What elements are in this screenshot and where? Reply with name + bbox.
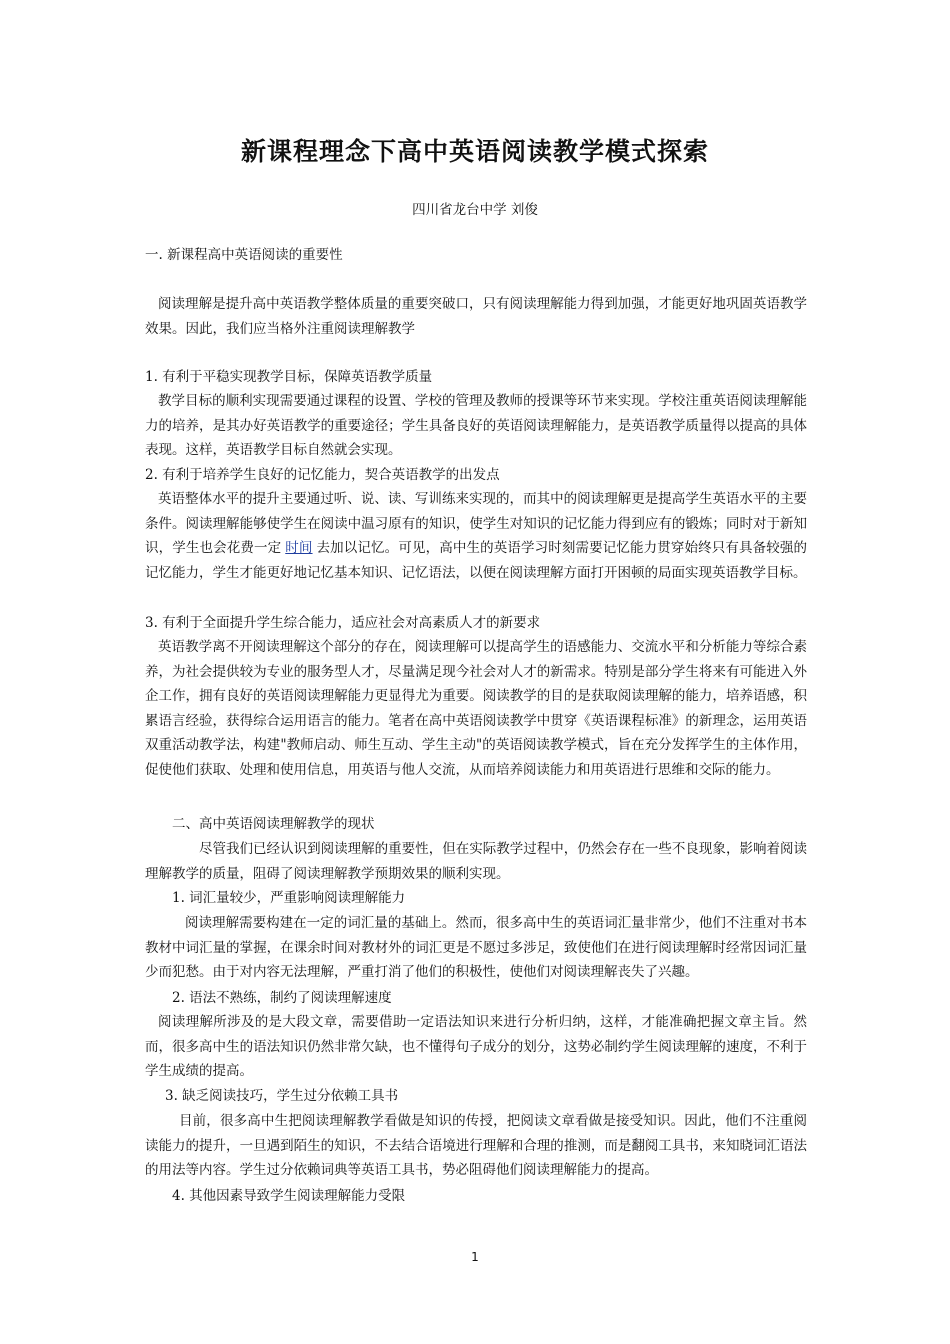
- point-3-heading: 3. 有利于全面提升学生综合能力，适应社会对高素质人才的新要求: [145, 615, 541, 631]
- time-link[interactable]: 时间: [285, 540, 313, 557]
- point-1-heading: 1. 有利于平稳实现教学目标，保障英语教学质量: [145, 369, 433, 385]
- point-3-body: 英语教学离不开阅读理解这个部分的存在，阅读理解可以提高学生的语感能力、交流水平和分析能力等综合素养，为社会提供较为专业的服务型人才，尽量满足现今社会对人才的新需求。特别是部分学生将来有可能进入外企工作，拥有良好的英语阅读理解能力更显得尤为重要。阅读教学的目的是获取阅读理解的能力，培养语感，积累语言经验，获得综合运用语言的能力。笔者在高中英语阅读教学中贯穿《英语课程标准》的新理念，运用英语双重活动教学法，构建"教师启动、师生互动、学生主动"的英语阅读教学模式，旨在充分发挥学生的主体作用，促使他们获取、处理和使用信息，用英语与他人交流，从而培养阅读能力和用英语进行思维和交际的能力。: [145, 639, 807, 778]
- intro-paragraph: 阅读理解是提升高中英语教学整体质量的重要突破口，只有阅读理解能力得到加强，才能更好地巩固英语教学效果。因此，我们应当格外注重阅读理解教学: [145, 296, 807, 337]
- point-2-body: [145, 487, 807, 585]
- issue-4-heading: 4. 其他因素导致学生阅读理解能力受限: [172, 1188, 406, 1204]
- issue-1-heading: 1. 词汇量较少，严重影响阅读理解能力: [172, 890, 406, 906]
- issue-2-body: 阅读理解所涉及的是大段文章，需要借助一定语法知识来进行分析归纳，这样，才能准确把握文章主旨。然而，很多高中生的语法知识仍然非常欠缺，也不懂得句子成分的划分，这势必制约学生阅读理解的速度，不利于学生成绩的提高。: [145, 1014, 807, 1080]
- page-number: 1: [471, 1250, 479, 1264]
- issue-3-body: 目前，很多高中生把阅读理解教学看做是知识的传授，把阅读文章看做是接受知识。因此，他们不注重阅读能力的提升，一旦遇到陌生的知识，不去结合语境进行理解和合理的推测，而是翻阅工具书，来知晓词汇语法的用法等内容。学生过分依赖词典等英语工具书，势必阻碍他们阅读理解能力的提高。: [145, 1113, 807, 1179]
- issue-1-body: 阅读理解需要构建在一定的词汇量的基础上。然而，很多高中生的英语词汇量非常少，他们不注重对书本教材中词汇量的掌握，在课余时间对教材外的词汇更是不愿过多涉足，致使他们在进行阅读理解时经常因词汇量少而犯愁。由于对内容无法理解，严重打消了他们的积极性，使他们对阅读理解丧失了兴趣。: [145, 915, 807, 981]
- section-2-heading: 二、高中英语阅读理解教学的现状: [172, 816, 375, 832]
- point-1-body: 教学目标的顺利实现需要通过课程的设置、学校的管理及教师的授课等环节来实现。学校注重英语阅读理解能力的培养，是其办好英语教学的重要途径；学生具备良好的英语阅读理解能力，是英语教学质量得以提高的具体表现。这样，英语教学目标自然就会实现。: [145, 393, 807, 459]
- point-2-heading: 2. 有利于培养学生良好的记忆能力，契合英语教学的出发点: [145, 467, 500, 483]
- section-1-heading: 一. 新课程高中英语阅读的重要性: [145, 247, 343, 263]
- author-line: 四川省龙台中学 刘俊: [412, 202, 538, 218]
- section-2-intro: 尽管我们已经认识到阅读理解的重要性，但在实际教学过程中，仍然会存在一些不良现象，影响着阅读理解教学的质量，阻碍了阅读理解教学预期效果的顺利实现。: [145, 841, 807, 882]
- issue-3-heading: 3. 缺乏阅读技巧，学生过分依赖工具书: [165, 1088, 399, 1104]
- document-title: 新课程理念下高中英语阅读教学模式探索: [240, 137, 709, 166]
- point-2-body-part-b: 去加以记忆。可见，高中生的英语学习时刻需要记忆能力贯穿始终只有具备较强的记忆能力，学生才能更好地记忆基本知识、记忆语法，以便在阅读理解方面打开困顿的局面实现英语教学目标。: [145, 540, 808, 581]
- issue-2-heading: 2. 语法不熟练，制约了阅读理解速度: [172, 990, 392, 1006]
- point-2-body-part-a: 英语整体水平的提升主要通过听、说、读、写训练来实现的，而其中的阅读理解更是提高学生英语水平的主要条件。阅读理解能够使学生在阅读中温习原有的知识，使学生对知识的记忆能力得到应有的锻炼；同时对于新知识，学生也会花费一定: [145, 491, 807, 557]
